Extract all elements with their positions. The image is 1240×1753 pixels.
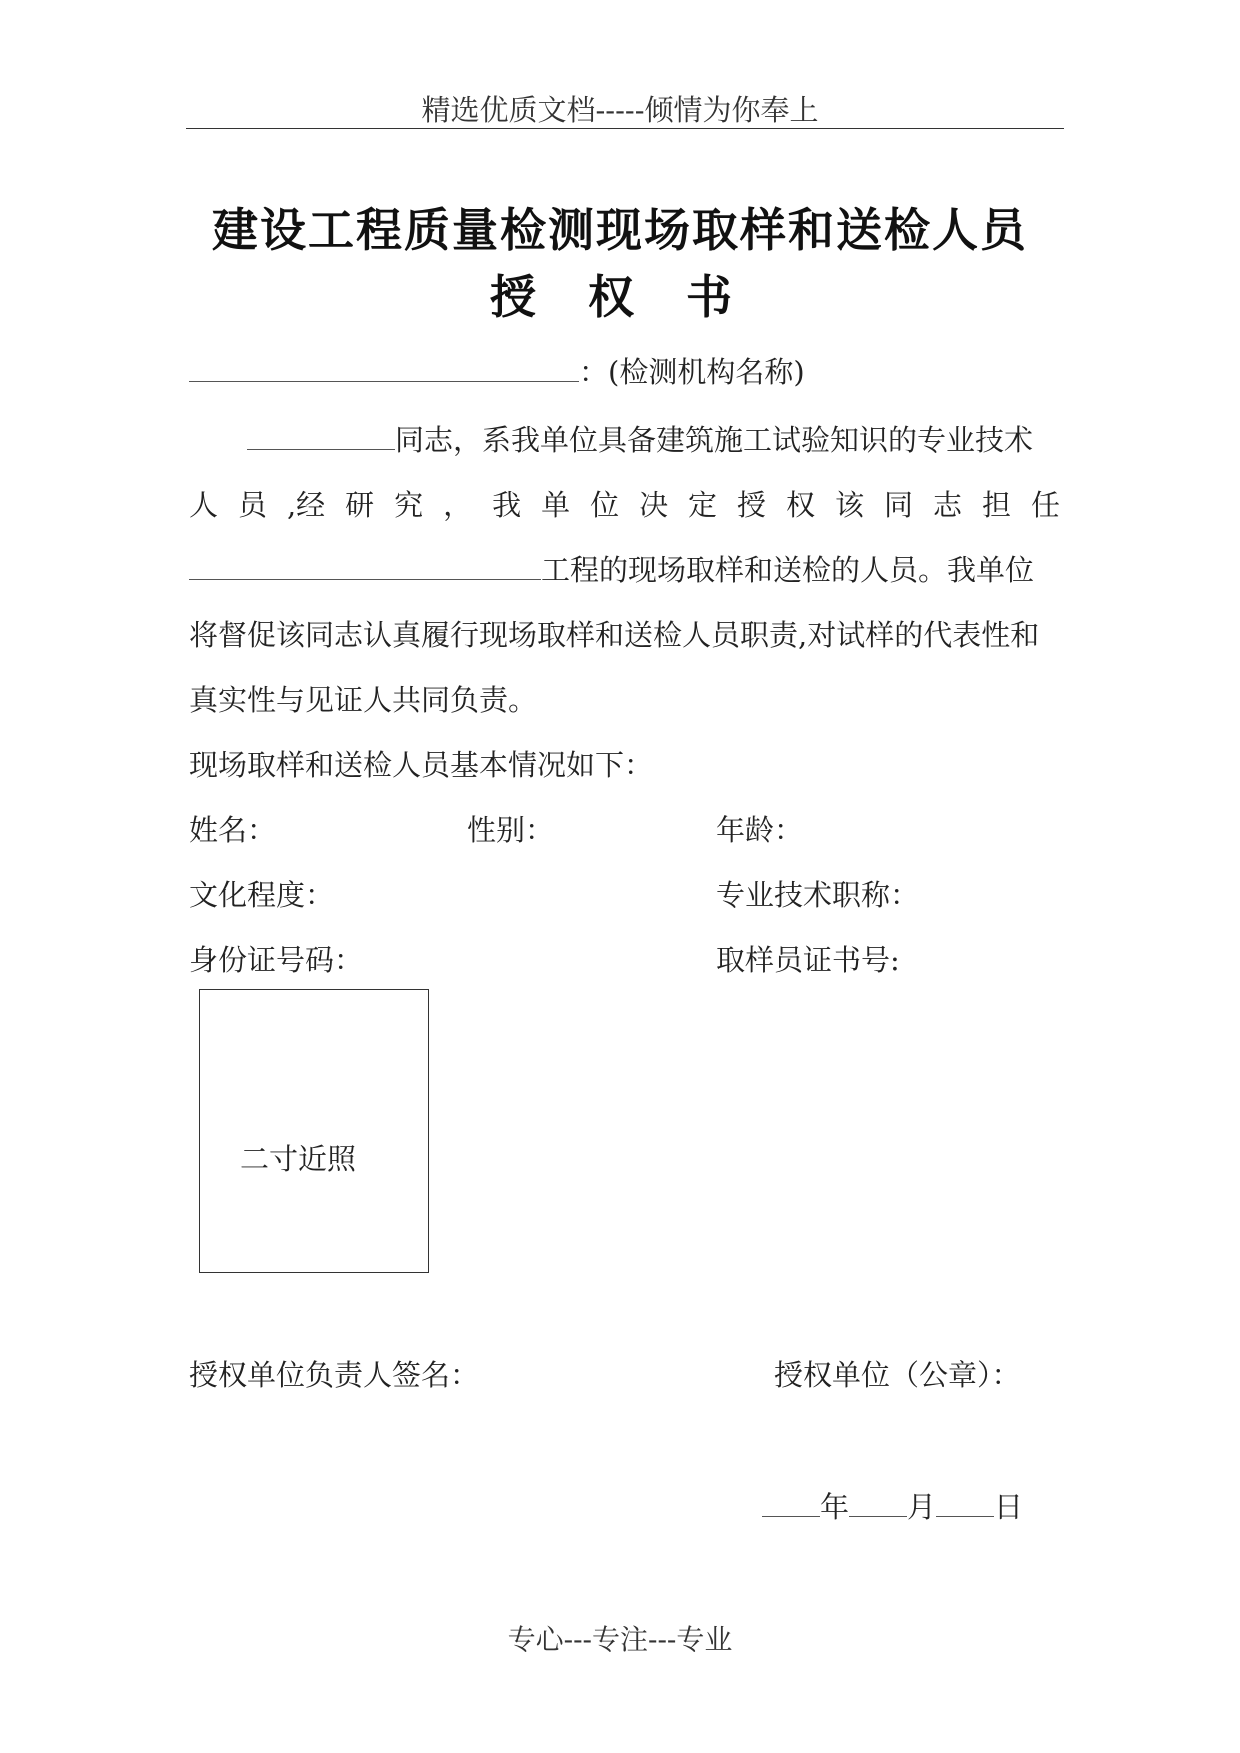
paragraph-line-4: 将督促该同志认真履行现场取样和送检人员职责,对试样的代表性和 bbox=[189, 618, 1040, 652]
month-blank[interactable] bbox=[849, 1492, 907, 1517]
unit-seal-label: 授权单位（公章）： bbox=[774, 1358, 1021, 1392]
paragraph-line-2-char: 任 bbox=[1030, 488, 1060, 522]
document-subtitle: 授 权 书 bbox=[489, 270, 751, 324]
certificate-number-label: 取样员证书号: bbox=[716, 943, 900, 977]
paragraph-line-2-char: 人 bbox=[189, 488, 219, 522]
paragraph-line-2-char: 担 bbox=[981, 488, 1011, 522]
page-header: 精选优质文档-----倾情为你奉上 bbox=[421, 93, 819, 127]
year-label: 年 bbox=[820, 1490, 850, 1524]
addressee-line bbox=[189, 350, 805, 391]
page-footer: 专心---专注---专业 bbox=[507, 1623, 733, 1656]
day-label: 日 bbox=[994, 1490, 1024, 1524]
paragraph-line-2-char: 定 bbox=[688, 488, 718, 522]
paragraph-line-2-char: 研 bbox=[345, 488, 375, 522]
paragraph-line-2-char: 员 bbox=[237, 488, 267, 522]
leader-signature-label: 授权单位负责人签名： bbox=[189, 1358, 480, 1392]
paragraph-line-1-text: 同志，系我单位具备建筑施工试验知识的专业技术 bbox=[395, 423, 1034, 457]
paragraph-line-2-char: ， bbox=[443, 488, 473, 522]
paragraph-line-3-text: 工程的现场取样和送检的人员。我单位 bbox=[541, 553, 1035, 587]
education-label: 文化程度： bbox=[189, 878, 335, 912]
paragraph-line-5: 真实性与见证人共同负责。 bbox=[189, 683, 538, 717]
paragraph-line-2-char: 我 bbox=[492, 488, 522, 522]
paragraph-line-2-char: 决 bbox=[639, 488, 669, 522]
paragraph-line-2 bbox=[189, 483, 1060, 524]
paragraph-line-2-char: 志 bbox=[932, 488, 962, 522]
professional-title-label: 专业技术职称： bbox=[716, 878, 920, 912]
paragraph-line-2-char: 授 bbox=[737, 488, 767, 522]
name-label: 姓名： bbox=[189, 813, 277, 847]
paragraph-line-2-char: 究 bbox=[394, 488, 424, 522]
gender-label: 性别： bbox=[467, 813, 555, 847]
paragraph-line-2-char: ,经 bbox=[286, 488, 326, 522]
header-divider bbox=[186, 128, 1064, 129]
paragraph-line-2-char: 同 bbox=[883, 488, 913, 522]
year-blank[interactable] bbox=[762, 1492, 820, 1517]
paragraph-line-3 bbox=[189, 548, 1034, 589]
photo-placeholder bbox=[199, 989, 429, 1273]
photo-label: 二寸近照 bbox=[240, 1142, 357, 1176]
age-label: 年龄： bbox=[716, 813, 804, 847]
day-blank[interactable] bbox=[936, 1492, 994, 1517]
addressee-suffix: ：(检测机构名称) bbox=[579, 355, 805, 389]
project-name-blank[interactable] bbox=[189, 555, 541, 580]
date-line bbox=[762, 1485, 1023, 1526]
id-number-label: 身份证号码： bbox=[189, 943, 364, 977]
paragraph-line-2-char: 单 bbox=[541, 488, 571, 522]
info-intro: 现场取样和送检人员基本情况如下： bbox=[189, 748, 654, 782]
paragraph-line-2-char: 该 bbox=[835, 488, 865, 522]
document-title: 建设工程质量检测现场取样和送检人员 bbox=[212, 203, 1028, 257]
paragraph-line-2-char: 权 bbox=[786, 488, 816, 522]
paragraph-line-2-char: 位 bbox=[590, 488, 620, 522]
institution-name-blank[interactable] bbox=[189, 357, 579, 382]
month-label: 月 bbox=[907, 1490, 937, 1524]
paragraph-line-1 bbox=[247, 418, 1033, 459]
person-name-blank[interactable] bbox=[247, 425, 395, 450]
